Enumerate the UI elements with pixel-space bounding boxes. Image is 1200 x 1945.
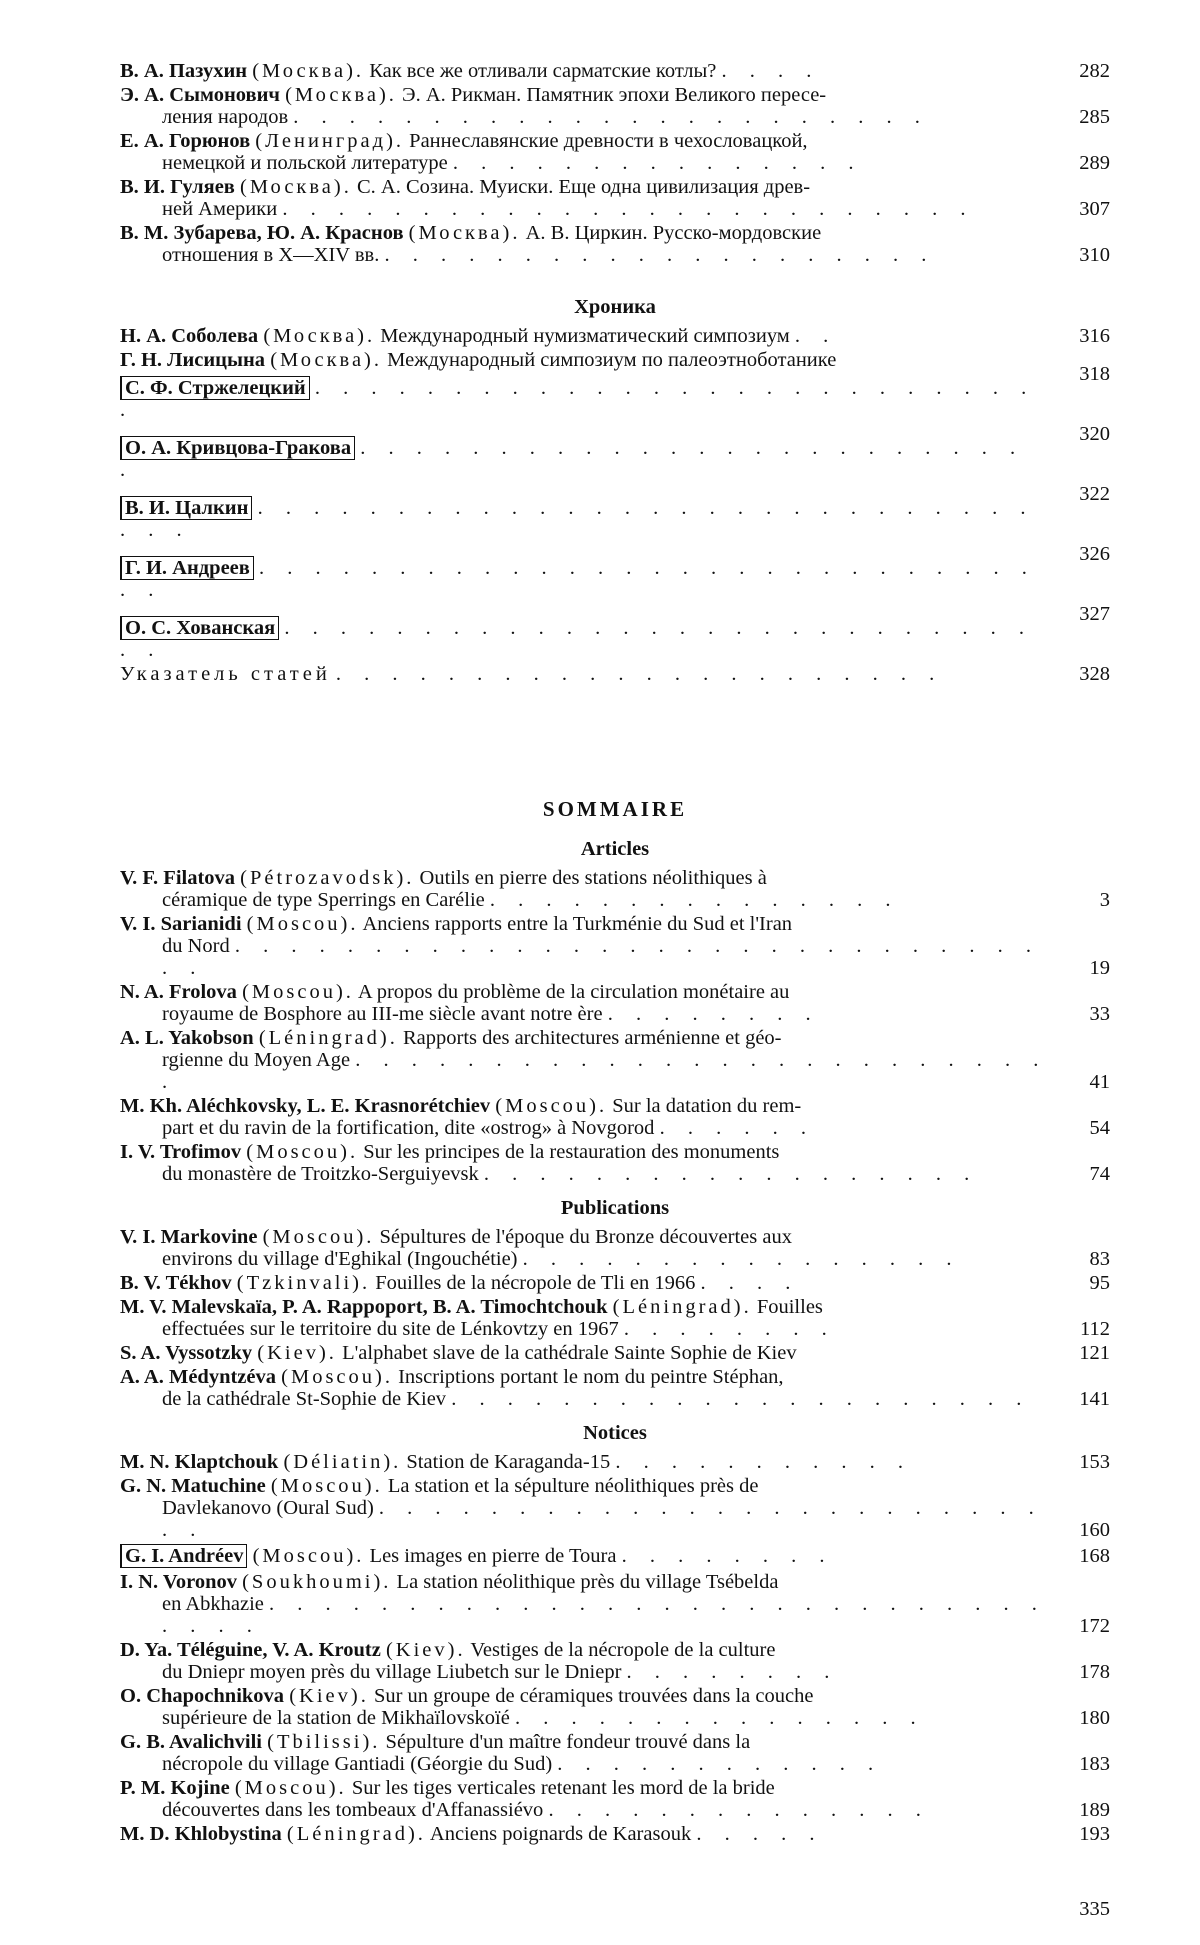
obituary-name: О. А. Кривцова-Гракова	[120, 436, 355, 460]
obituary-entry: О. С. Хованская . . . . . . . . . . . . . . . . . . . . . . . . . . . . . 327	[120, 603, 1110, 661]
page-ref: 183	[1079, 1753, 1110, 1775]
page-ref: 282	[1079, 60, 1110, 82]
toc-entry: O. Chapochnikova (Kiev). Sur un groupe de céramiques trouvées dans la couche supérieure de la station de Mikhaïlovskoïé . . . . . . . . . . . . . . . 180	[120, 1685, 1110, 1729]
ru-top-section	[120, 60, 1110, 266]
toc-entry: Е. А. Горюнов (Ленинград). Раннеславянские древности в чехословацкой, немецкой и польской литературе . . . . . . . . . . . . . . . 289	[120, 130, 1110, 174]
toc-entry: M. V. Malevskaïa, P. A. Rappoport, B. A. Timochtchouk (Léningrad). Fouilles effectuées sur le territoire du site de Lénkovtzy en 1967 . . . . . . . . 112	[120, 1296, 1110, 1340]
toc-entry: P. M. Kojine (Moscou). Sur les tiges verticales retenant les mord de la bride découvertes dans les tombeaux d'Affanassiévo . . . . . . . . . . . . . . 189	[120, 1777, 1110, 1821]
obituary-entry: С. Ф. Стржелецкий . . . . . . . . . . . . . . . . . . . . . . . . . . . 318	[120, 363, 1110, 421]
section-heading-notices: Notices	[583, 1422, 647, 1444]
toc-entry: M. N. Klaptchouk (Déliatin). Station de Karaganda-15 . . . . . . . . . . . 153	[120, 1451, 1110, 1473]
page-number: 335	[1079, 1898, 1110, 1920]
page-ref: 160	[1079, 1519, 1110, 1541]
page-ref: 33	[1089, 1003, 1110, 1025]
toc-entry: B. V. Tékhov (Tzkinvali). Fouilles de la nécropole de Tli en 1966 . . . . 95	[120, 1272, 1110, 1294]
toc-entry: Н. А. Соболева (Москва). Международный нумизматический симпозиум . . 316	[120, 325, 1110, 347]
page-ref: 112	[1080, 1318, 1110, 1340]
obituary-entry: В. И. Цалкин . . . . . . . . . . . . . . . . . . . . . . . . . . . . . . . 322	[120, 483, 1110, 541]
page-ref: 168	[1079, 1545, 1110, 1567]
toc-entry: G. N. Matuchine (Moscou). La station et la sépulture néolithiques près de Davlekanovo (Oural Sud) . . . . . . . . . . . . . . . . . . . . . . . . . . 160	[120, 1475, 1110, 1541]
page-ref: 310	[1079, 244, 1110, 266]
page-ref: 178	[1079, 1661, 1110, 1683]
page-ref: 74	[1089, 1163, 1110, 1185]
section-heading-chronicle: Хроника	[574, 296, 656, 318]
toc-entry: V. I. Sarianidi (Moscou). Anciens rapports entre la Turkménie du Sud et l'Iran du Nord . . . . . . . . . . . . . . . . . . . . . . . . . . . . . . . 19	[120, 913, 1110, 979]
page-ref: 307	[1079, 198, 1110, 220]
obituary-name: С. Ф. Стржелецкий	[120, 376, 310, 400]
page-ref: 193	[1079, 1823, 1110, 1845]
page-ref: 189	[1079, 1799, 1110, 1821]
page-ref: 326	[1079, 543, 1110, 565]
page-ref: 320	[1079, 423, 1110, 445]
page-ref: 3	[1099, 889, 1110, 911]
page-ref: 153	[1079, 1451, 1110, 1473]
page-ref: 322	[1079, 483, 1110, 505]
toc-page	[120, 60, 1110, 1920]
toc-entry: V. F. Filatova (Pétrozavodsk). Outils en pierre des stations néolithiques à céramique de type Sperrings en Carélie . . . . . . . . . . . . . . . 3	[120, 867, 1110, 911]
page-ref: 289	[1079, 152, 1110, 174]
page-ref: 318	[1079, 363, 1110, 385]
page-ref: 328	[1079, 663, 1110, 685]
page-ref: 95	[1089, 1272, 1110, 1294]
toc-entry: D. Ya. Téléguine, V. A. Kroutz (Kiev). Vestiges de la nécropole de la culture du Dniepr moyen près du village Liubetch sur le Dniepr . . . . . . . . 178	[120, 1639, 1110, 1683]
page-ref: 285	[1079, 106, 1110, 128]
obituary-entry: Г. И. Андреев . . . . . . . . . . . . . . . . . . . . . . . . . . . . . . 326	[120, 543, 1110, 601]
page-ref: 316	[1079, 325, 1110, 347]
page-ref: 83	[1089, 1248, 1110, 1270]
section-heading-publications: Publications	[560, 1197, 670, 1219]
toc-entry: V. I. Markovine (Moscou). Sépultures de l'époque du Bronze découvertes aux environs du village d'Eghikal (Ingouchétie) . . . . . . . . . . . . . . . . 83	[120, 1226, 1110, 1270]
toc-entry: В. А. Пазухин (Москва). Как все же отливали сарматские котлы? . . . . 282	[120, 60, 1110, 82]
toc-entry: Э. А. Сымонович (Москва). Э. А. Рикман. Памятник эпохи Великого пересе- ления народов . . . . . . . . . . . . . . . . . . . . . . . 285	[120, 84, 1110, 128]
toc-entry: В. И. Гуляев (Москва). С. А. Созина. Муиски. Еще одна цивилизация древ- ней Америки . . . . . . . . . . . . . . . . . . . . . . . . . 307	[120, 176, 1110, 220]
toc-entry: I. N. Voronov (Soukhoumi). La station néolithique près du village Tsébelda en Abkhazie . . . . . . . . . . . . . . . . . . . . . . . . . . . . . . . . 172	[120, 1571, 1110, 1637]
page-ref: 327	[1079, 603, 1110, 625]
toc-entry: В. М. Зубарева, Ю. А. Краснов (Москва). А. В. Циркин. Русско-мордовские отношения в X—XIV вв. . . . . . . . . . . . . . . . . . . . . 310	[120, 222, 1110, 266]
obituary-entry: О. А. Кривцова-Гракова . . . . . . . . . . . . . . . . . . . . . . . . . 320	[120, 423, 1110, 481]
toc-entry: M. D. Khlobystina (Léningrad). Anciens poignards de Karasouk . . . . . 193	[120, 1823, 1110, 1845]
obituary-name: О. С. Хованская	[120, 616, 279, 640]
page-ref: 54	[1089, 1117, 1110, 1139]
toc-entry: G. I. Andréev (Moscou). Les images en pierre de Toura . . . . . . . . 168	[120, 1545, 1110, 1567]
toc-entry: I. V. Trofimov (Moscou). Sur les principes de la restauration des monuments du monastère de Troitzko-Serguiyevsk . . . . . . . . . . . . . . . . . . 74	[120, 1141, 1110, 1185]
toc-entry: Г. Н. Лисицына (Москва). Международный симпозиум по палеоэтноботанике	[120, 349, 837, 371]
toc-entry: A. A. Médyntzéva (Moscou). Inscriptions portant le nom du peintre Stéphan, de la cathédrale St-Sophie de Kiev . . . . . . . . . . . . . . . . . . . . . 141	[120, 1366, 1110, 1410]
toc-entry: S. A. Vyssotzky (Kiev). L'alphabet slave de la cathédrale Sainte Sophie de Kiev 121	[120, 1342, 1110, 1364]
obituary-name: Г. И. Андреев	[120, 556, 254, 580]
toc-entry: A. L. Yakobson (Léningrad). Rapports des architectures arménienne et géo- rgienne du Moyen Age . . . . . . . . . . . . . . . . . . . . . . . . . . 41	[120, 1027, 1110, 1093]
page-ref: 121	[1079, 1342, 1110, 1364]
index-entry: Указатель статей . . . . . . . . . . . . . . . . . . . . . . 328	[120, 663, 1110, 685]
page-ref: 172	[1079, 1615, 1110, 1637]
page-ref: 141	[1079, 1388, 1110, 1410]
section-heading-articles: Articles	[580, 838, 650, 860]
page-ref: 41	[1089, 1071, 1110, 1093]
toc-entry: G. B. Avalichvili (Tbilissi). Sépulture d'un maître fondeur trouvé dans la nécropole du village Gantiadi (Géorgie du Sud) . . . . . . . . . . . . 183	[120, 1731, 1110, 1775]
page-ref: 180	[1079, 1707, 1110, 1729]
page-ref: 19	[1089, 957, 1110, 979]
toc-entry: N. A. Frolova (Moscou). A propos du problème de la circulation monétaire au royaume de Bosphore au III-me siècle avant notre ère . . . . . . . . 33	[120, 981, 1110, 1025]
sommaire-title: SOMMAIRE	[542, 797, 688, 821]
toc-entry: M. Kh. Aléchkovsky, L. E. Krasnorétchiev (Moscou). Sur la datation du rem- part et du ravin de la fortification, dite «ostrog» à Novgorod . . . . . . 54	[120, 1095, 1110, 1139]
obituary-name: В. И. Цалкин	[120, 496, 252, 520]
